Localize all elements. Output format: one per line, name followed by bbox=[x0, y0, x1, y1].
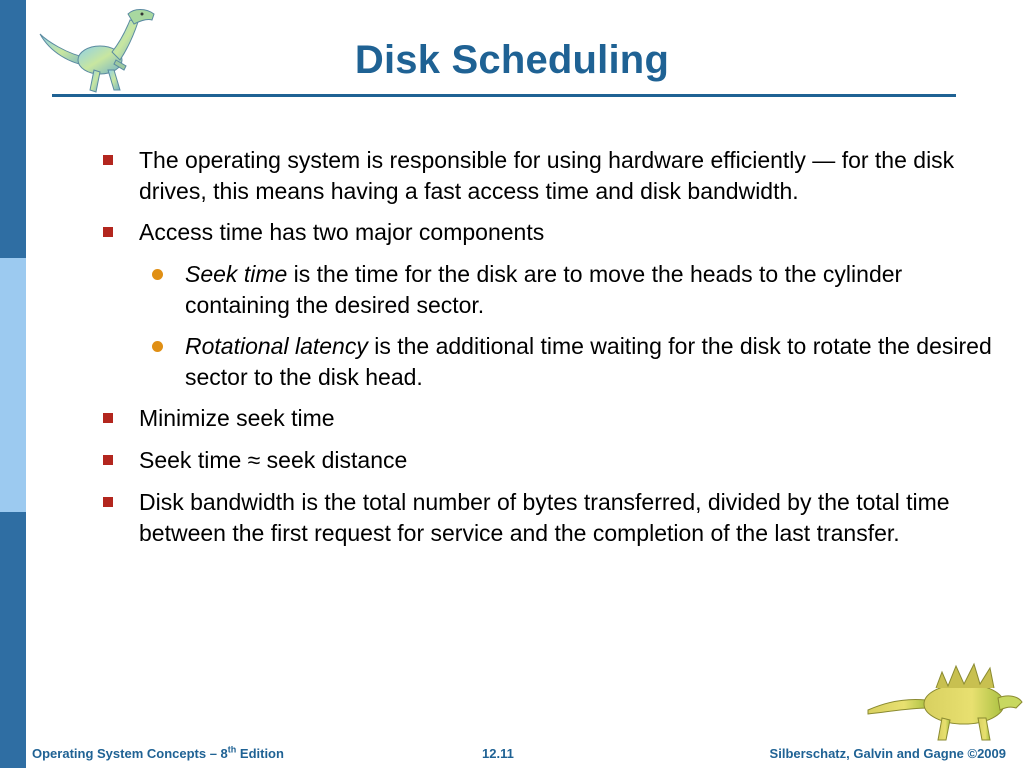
footer-title-sup: th bbox=[227, 744, 237, 755]
square-bullet-icon bbox=[103, 413, 113, 423]
square-bullet-icon bbox=[103, 455, 113, 465]
square-bullet-icon bbox=[103, 155, 113, 165]
square-bullet-icon bbox=[103, 227, 113, 237]
footer-book-title bbox=[32, 746, 284, 761]
square-bullet-icon bbox=[103, 497, 113, 507]
bullet-text: Disk bandwidth is the total number of bytes transferred, divided by the total time between the first request for service and the completion of the last transfer. bbox=[139, 489, 950, 546]
bullet-item bbox=[139, 487, 1009, 549]
dinosaur-logo-icon bbox=[866, 658, 1024, 744]
bullet-item bbox=[139, 403, 1009, 434]
bullet-text: is the time for the disk are to move the heads to the cylinder containing the desired sector. bbox=[185, 261, 903, 318]
footer-title-tail: Edition bbox=[236, 746, 284, 761]
round-bullet-icon bbox=[152, 269, 163, 280]
bullet-text: The operating system is responsible for using hardware efficiently — for the disk drives, this means having a fast access time and disk bandwidth. bbox=[139, 147, 955, 204]
bullet-term: Rotational latency bbox=[185, 333, 368, 359]
bullet-text: is the additional time waiting for the disk to rotate the desired sector to the disk head. bbox=[185, 333, 992, 390]
bullet-item bbox=[139, 217, 1009, 248]
sub-bullet-item bbox=[185, 259, 1005, 321]
sub-bullet-item bbox=[185, 331, 1005, 393]
bullet-text: Seek time ≈ seek distance bbox=[139, 447, 408, 473]
slide-title: Disk Scheduling bbox=[354, 38, 670, 82]
round-bullet-icon bbox=[152, 341, 163, 352]
bullet-item bbox=[139, 145, 1009, 207]
bullet-item bbox=[139, 445, 1009, 476]
footer-page-number: 12.11 bbox=[482, 746, 514, 761]
bullet-text: Access time has two major components bbox=[139, 219, 545, 245]
footer-copyright: Silberschatz, Galvin and Gagne ©2009 bbox=[769, 746, 1006, 761]
footer-title-main: Operating System Concepts – 8 bbox=[32, 746, 228, 761]
bullet-text: Minimize seek time bbox=[139, 405, 335, 431]
bullet-term: Seek time bbox=[185, 261, 288, 287]
